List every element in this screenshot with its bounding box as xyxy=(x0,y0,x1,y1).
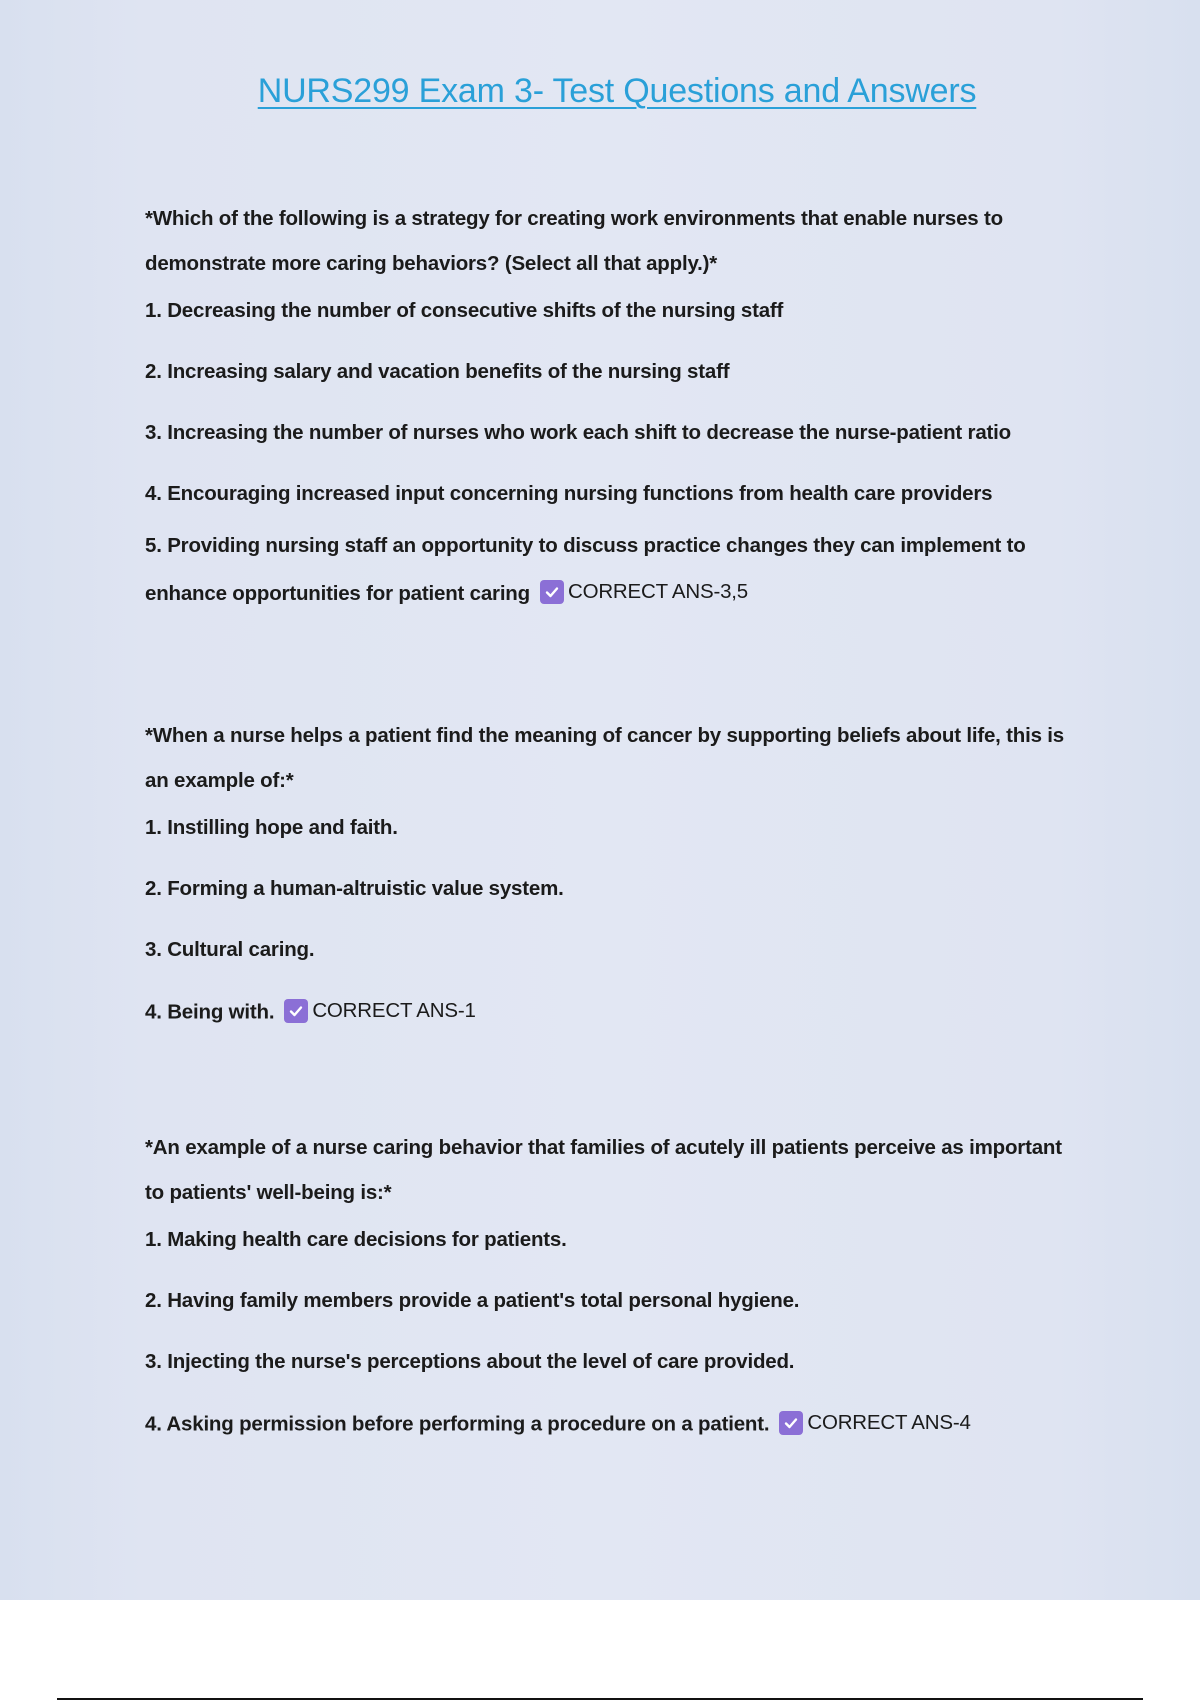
correct-answer-label: CORRECT ANS-4 xyxy=(807,1411,971,1434)
answer-option: 2. Increasing salary and vacation benefits of the nursing staff xyxy=(145,360,730,383)
question-2 xyxy=(145,713,1075,1026)
answer-option-text: 4. Asking permission before performing a procedure on a patient. xyxy=(145,1412,770,1436)
question-stem: *An example of a nurse caring behavior that families of acutely ill patients perceive as important to patients' well-being is:* xyxy=(145,1136,1062,1204)
answer-option: 3. Injecting the nurse's perceptions about the level of care provided. xyxy=(145,1350,795,1373)
answer-option: 2. Having family members provide a patient's total personal hygiene. xyxy=(145,1289,800,1312)
answer-option: 2. Forming a human-altruistic value system. xyxy=(145,877,564,900)
answer-option: 1. Making health care decisions for patients. xyxy=(145,1228,567,1251)
answer-option-text: 4. Being with. xyxy=(145,1000,275,1024)
question-3 xyxy=(145,1125,1075,1438)
question-stem: *Which of the following is a strategy for creating work environments that enable nurses to demonstrate more caring behaviors? (Select all that apply.)* xyxy=(145,207,1003,275)
correct-answer-label: CORRECT ANS-1 xyxy=(312,999,476,1022)
question-stem: *When a nurse helps a patient find the meaning of cancer by supporting beliefs about life, this is an example of:* xyxy=(145,724,1064,792)
answer-option: 4. Encouraging increased input concerning nursing functions from health care providers xyxy=(145,482,993,505)
answer-option xyxy=(145,523,1075,617)
document-title: NURS299 Exam 3- Test Questions and Answers xyxy=(257,72,977,110)
answer-option: 1. Decreasing the number of consecutive shifts of the nursing staff xyxy=(145,299,784,322)
answer-option: 3. Cultural caring. xyxy=(145,938,315,961)
answer-option-text: 5. Providing nursing staff an opportunity to discuss practice changes they can implement to enhance opportunities for patient caring xyxy=(145,534,1026,605)
correct-answer xyxy=(540,569,748,615)
correct-answer-label: CORRECT ANS-3,5 xyxy=(567,580,748,603)
answer-option: 1. Instilling hope and faith. xyxy=(145,816,398,839)
correct-answer xyxy=(779,1409,970,1436)
answer-option xyxy=(145,997,1075,1026)
check-box-icon xyxy=(540,580,564,604)
check-box-icon xyxy=(779,1411,803,1435)
answer-option xyxy=(145,1409,1075,1438)
question-1 xyxy=(145,196,1075,617)
check-box-icon xyxy=(284,999,308,1023)
answer-option: 3. Increasing the number of nurses who work each shift to decrease the nurse-patient ratio xyxy=(145,421,1011,444)
correct-answer xyxy=(284,997,475,1024)
